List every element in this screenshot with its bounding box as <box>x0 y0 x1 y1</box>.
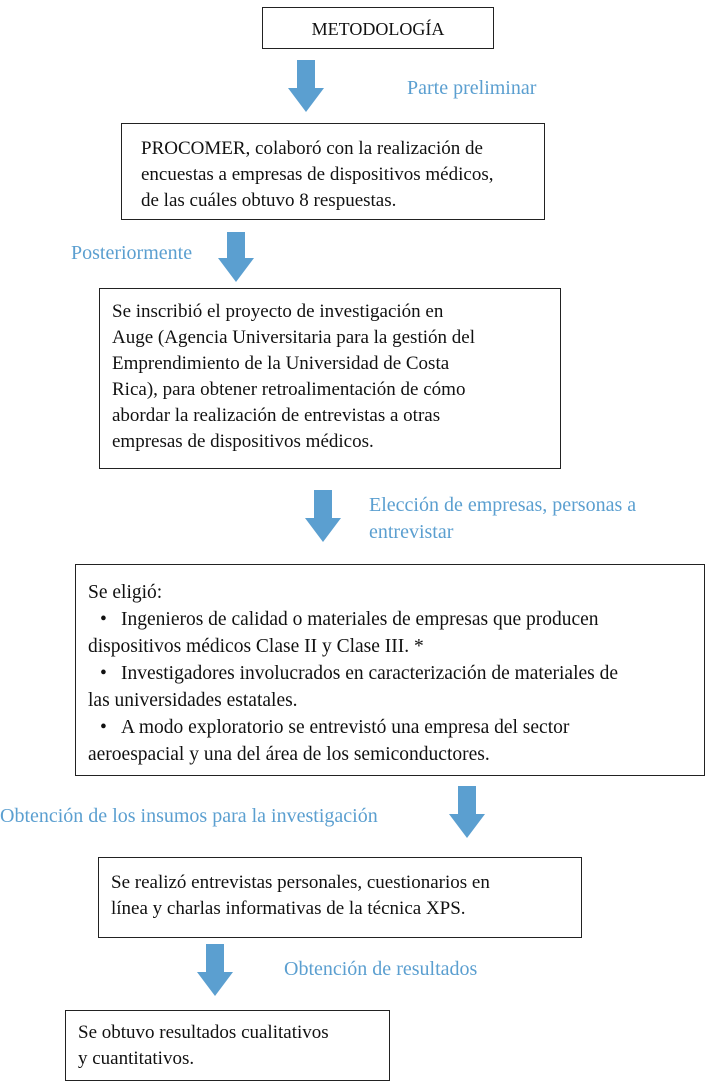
step-box-interviews <box>98 857 582 938</box>
down-arrow-icon <box>218 232 254 282</box>
bullet-item <box>88 714 704 741</box>
diagram-title: METODOLOGÍA <box>311 19 445 39</box>
text-line: Se inscribió el proyecto de investigación en <box>112 301 444 322</box>
step-label-inputs: Obtención de los insumos para la investigación <box>0 805 378 827</box>
down-arrow-icon <box>449 786 485 838</box>
bullet-text: A modo exploratorio se entrevistó una empresa del sector <box>121 717 570 738</box>
label-line: Elección de empresas, personas a <box>369 494 637 516</box>
text-line: de las cuáles obtuvo 8 respuestas. <box>141 190 397 211</box>
bullet-text: las universidades estatales. <box>88 690 298 711</box>
label-line: entrevistar <box>369 521 454 543</box>
step-label-preliminary: Parte preliminar <box>407 77 537 99</box>
bullet-icon: • <box>100 609 107 630</box>
bullet-text: dispositivos médicos Clase II y Clase III. * <box>88 636 424 657</box>
down-arrow-icon <box>305 490 341 542</box>
bullet-text: Investigadores involucrados en caracterización de materiales de <box>121 663 619 684</box>
step-label-results: Obtención de resultados <box>284 958 478 980</box>
text-line: Rica), para obtener retroalimentación de cómo <box>112 379 466 400</box>
step-label-subsequently: Posteriormente <box>71 242 193 264</box>
bullet-text: aeroespacial y una del área de los semiconductores. <box>88 744 490 765</box>
bullet-icon: • <box>100 663 107 684</box>
step-box-results <box>65 1010 390 1081</box>
selection-heading: Se eligió: <box>88 582 163 603</box>
text-line: abordar la realización de entrevistas a otras <box>112 405 441 426</box>
bullet-item <box>88 660 704 687</box>
down-arrow-icon <box>288 60 324 112</box>
step-box-selection <box>75 564 705 776</box>
text-line: PROCOMER, colaboró con la realización de <box>141 138 483 159</box>
step-box-procomer <box>121 123 545 220</box>
bullet-icon: • <box>100 717 107 738</box>
step-box-auge <box>99 288 561 469</box>
text-line: Se obtuvo resultados cualitativos <box>78 1022 329 1043</box>
bullet-item <box>88 606 704 633</box>
text-line: Emprendimiento de la Universidad de Costa <box>112 353 450 374</box>
text-line: línea y charlas informativas de la técnica XPS. <box>111 898 466 919</box>
bullet-text: Ingenieros de calidad o materiales de empresas que producen <box>121 609 599 630</box>
text-line: empresas de dispositivos médicos. <box>112 431 374 452</box>
text-line: y cuantitativos. <box>78 1048 195 1069</box>
text-line: encuestas a empresas de dispositivos médicos, <box>141 164 494 185</box>
step-label-selection <box>369 492 636 546</box>
down-arrow-icon <box>197 944 233 996</box>
text-line: Se realizó entrevistas personales, cuestionarios en <box>111 872 490 893</box>
title-box <box>262 7 494 49</box>
text-line: Auge (Agencia Universitaria para la gestión del <box>112 327 475 348</box>
